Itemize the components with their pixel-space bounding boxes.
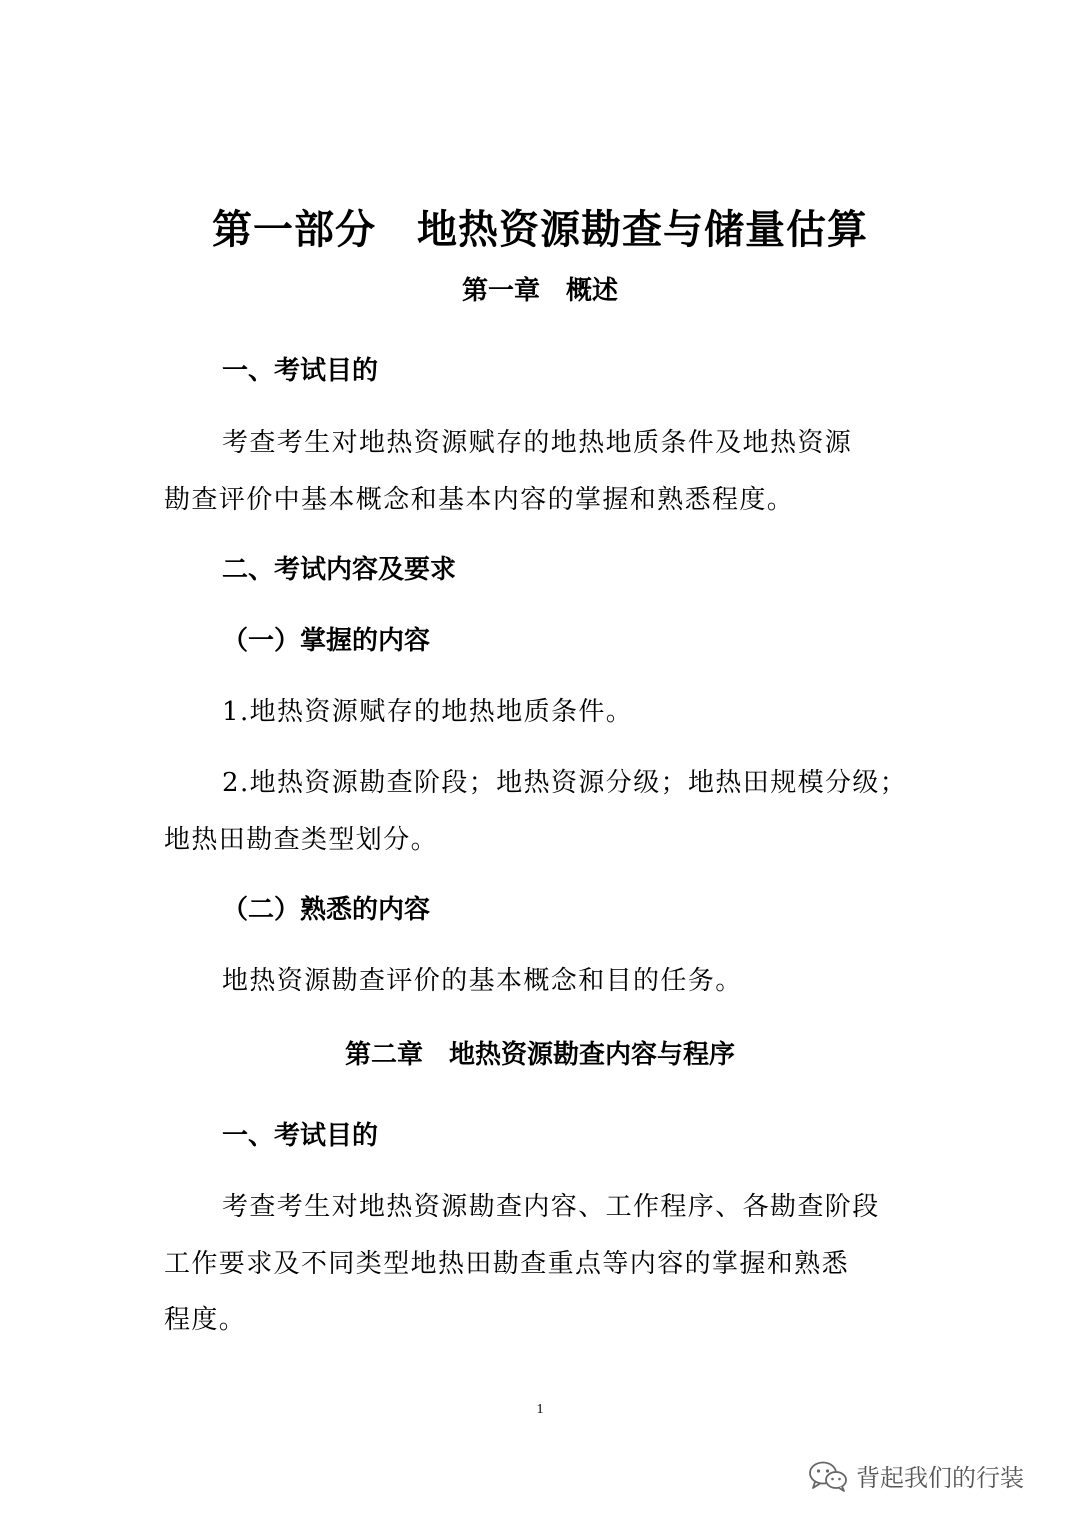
item1: 1.地热资源赋存的地热地质条件。 [222, 697, 634, 727]
chapter2-section1-line1: 考查考生对地热资源勘查内容、工作程序、各勘查阶段 [222, 1192, 880, 1222]
chapter2-title: 第二章 地热资源勘查内容与程序 [344, 1040, 735, 1070]
watermark-text: 背起我们的行装 [856, 1464, 1024, 1492]
chapter1-section1-line1: 考查考生对地热资源赋存的地热地质条件及地热资源 [222, 428, 853, 458]
part-title: 第一部分 地热资源勘查与储量估算 [212, 207, 868, 253]
chapter2-section1-line2: 工作要求及不同类型地热田勘查重点等内容的掌握和熟悉 [164, 1249, 850, 1279]
item2-line2: 地热田勘查类型划分。 [164, 825, 439, 855]
chapter2-section1-line3: 程度。 [164, 1305, 247, 1335]
page-number: 1 [536, 1402, 544, 1417]
sub1-heading: （一）掌握的内容 [222, 626, 431, 656]
chapter1-section1-heading: 一、考试目的 [222, 356, 379, 386]
sub2-heading: （二）熟悉的内容 [222, 895, 431, 925]
watermark [808, 1458, 1024, 1493]
item2-line1: 2.地热资源勘查阶段；地热资源分级；地热田规模分级； [222, 768, 908, 798]
chapter1-section2-heading: 二、考试内容及要求 [222, 555, 457, 585]
chapter1-title: 第一章 概述 [461, 276, 618, 306]
wechat-icon [808, 1460, 848, 1492]
sub2-text: 地热资源勘查评价的基本概念和目的任务。 [222, 966, 743, 996]
chapter2-section1-heading: 一、考试目的 [222, 1121, 379, 1151]
chapter1-section1-line2: 勘查评价中基本概念和基本内容的掌握和熟悉程度。 [164, 485, 795, 515]
